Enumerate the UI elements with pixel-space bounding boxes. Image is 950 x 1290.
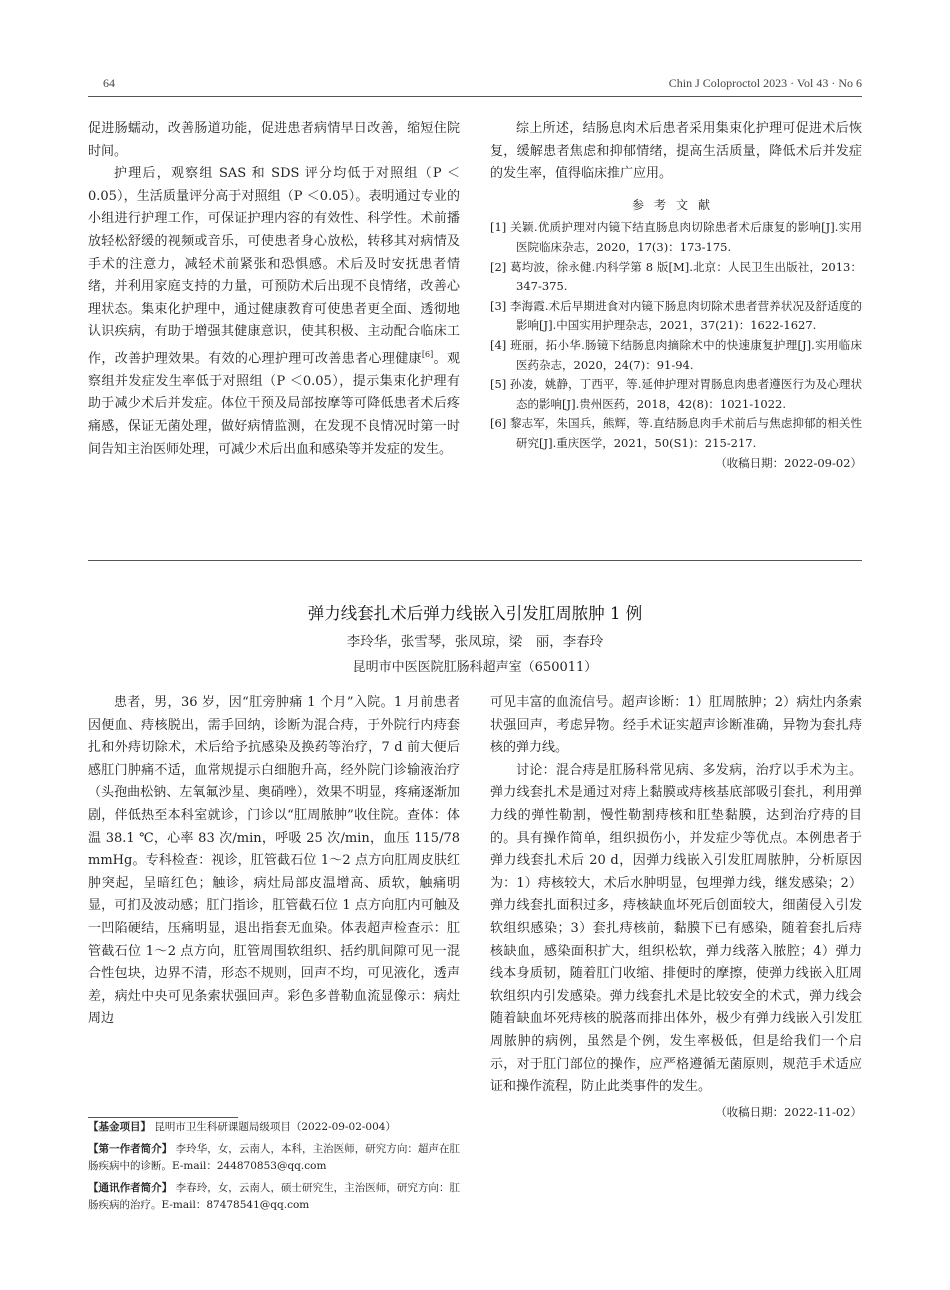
prev-article-left-column	[88, 118, 460, 461]
article-authors: 李玲华，张雪琴，张凤琼，梁 丽，李春玲	[346, 634, 604, 650]
prev-paragraph-1: 促进肠蠕动，改善肠道功能，促进患者病情早日改善，缩短住院时间。	[88, 121, 460, 159]
footnote-rule	[88, 1117, 238, 1118]
discussion-paragraph: 讨论：混合痔是肛肠科常见病、多发病，治疗以手术为主。弹力线套扎术是通过对痔上黏膜或痔核基底部吸引套扎，利用弹力线的弹性勒割，慢性勒割痔核和肛垫黏膜，达到治疗痔的目的。具有操作简单，组织损伤小，并发症少等优点。本例患者于弹力线套扎术后 20 d，因弹力线嵌入引发肛周脓肿，分析原因为：1）痔核较大，术后水肿明显，包埋弹力线，继发感染；2）弹力线套扎面积过多，痔核缺血坏死后创面较大，细菌侵入引发软组织感染；3）套扎痔核前，黏膜下已有感染，随着套扎后痔核缺血，感染面积扩大，组织松软，弹力线落入脓腔；4）弹力线本身质韧，随着肛门收缩、排便时的摩擦，使弹力线嵌入肛周软组织内引发感染。弹力线套扎术是比较安全的术式，弹力线会随着缺血坏死痔核的脱落而排出体外，极少有弹力线嵌入引发肛周脓肿的病例，虽然是个例，发生率极低，但是给我们一个启示，对于肛门部位的操作，应严格遵循无菌原则，规范手术适应证和操作流程，防止此类事件的发生。	[490, 762, 862, 1095]
footnote-label: 【第一作者简介】	[88, 1142, 173, 1155]
article-right-column	[490, 692, 862, 1122]
article-affiliation: 昆明市中医医院肛肠科超声室（650011）	[352, 660, 598, 675]
prev-paragraph-2-text: 护理后，观察组 SAS 和 SDS 评分均低于对照组（P ＜0.05），生活质量评分高于对照组（P ＜0.05）。表明通过专业的小组进行护理工作，可保证护理内容的有效性、科学性。术前播放轻松舒缓的视频或音乐，可使患者身心放松，转移其对病情及手术的注意力，减轻术前紧张和恐惧感。术后及时安抚患者情绪，并利用家庭支持的力量，可预防术后出现不良情绪，改善心理状态。集束化护理中，通过健康教育可使患者更全面、透彻地认识疾病，有助于增强其健康意识，使其积极、主动配合临床工作，改善护理效果。有效的心理护理可改善患者心理健康	[88, 166, 460, 367]
page-number: 64	[103, 76, 115, 90]
header-rule	[88, 96, 862, 97]
case-paragraph: 患者，男，36 岁，因“肛旁肿痛 1 个月”入院。1 月前患者因便血、痔核脱出，需手回纳，诊断为混合痔，于外院行内痔套扎和外痔切除术，术后给予抗感染及换药等治疗，7 d 前大便后感肛门肿痛不适，血常规提示白细胞升高，经外院门诊输液治疗（头孢曲松钠、左氧氟沙星、奥硝唑），效果不明显，疼痛逐渐加剧，伴低热至本科室就诊，门诊以“肛周脓肿”收住院。查体：体温 38.1 ℃，心率 83 次/min，呼吸 25 次/min，血压 115/78 mmHg。专科检查：视诊，肛管截石位 1～2 点方向肛周皮肤红肿突起，呈暗红色；触诊，病灶局部皮温增高、质软，触痛明显，可扪及波动感；肛门指诊，肛管截石位 1 点方向肛内可触及一凹陷硬结，压痛明显，退出指套无血染。体表超声检查示：肛管截石位 1～2 点方向，肛管周围软组织、括约肌间隙可见一混合性包块，边界不清，形态不规则，回声不均，可见液化，透声差，病灶中央可见条索状强回声。彩色多普勒血流显像示：病灶周边	[88, 695, 460, 1027]
citation-mark: [6]	[421, 349, 434, 359]
article-left-column	[88, 692, 460, 1031]
footnote-label: 【基金项目】	[88, 1121, 151, 1133]
footnote-corresponding-author	[88, 1180, 460, 1215]
prev-received-date: （收稿日期：2022-09-02）	[715, 455, 862, 470]
journal-header: Chin J Coloproctol 2023 · Vol 43 · No 6	[668, 76, 862, 90]
reference-item: [4] 班丽，拓小华.肠镜下结肠息肉摘除术中的快速康复护理[J].实用临床医药杂志，2020，24(7)：91-94.	[490, 337, 862, 372]
diagnosis-paragraph: 可见丰富的血流信号。超声诊断：1）肛周脓肿；2）病灶内条索状强回声，考虑异物。经手术证实超声诊断准确，异物为套扎痔核的弹力线。	[490, 695, 862, 756]
prev-article-right-column	[490, 118, 862, 473]
footnotes	[88, 1119, 460, 1219]
footnote-first-author	[88, 1141, 460, 1176]
prev-conclusion: 综上所述，结肠息肉术后患者采用集束化护理可促进术后恢复，缓解患者焦虑和抑郁情绪，提高生活质量，降低术后并发症的发生率，值得临床推广应用。	[490, 121, 862, 182]
references-heading: 参考文献	[631, 197, 720, 212]
prev-paragraph-2-cont: 。观察组并发症发生率低于对照组（P ＜0.05），提示集束化护理有助于减少术后并发症。体位干预及局部按摩等可降低患者术后疼痛感，保证无菌处理，做好病情监测，在发现不良情况时第一时间告知主治医师处理，可减少术后出血和感染等并发症的发生。	[88, 351, 460, 457]
footnote-funding	[88, 1119, 460, 1137]
footnote-text: 昆明市卫生科研课题局级项目（2022-09-02-004）	[154, 1121, 396, 1133]
reference-item: [5] 孙凌，姚静，丁西平，等.延伸护理对胃肠息肉患者遵医行为及心理状态的影响[J].贵州医药，2018，42(8)：1021-1022.	[490, 377, 862, 411]
article-title: 弹力线套扎术后弹力线嵌入引发肛周脓肿 1 例	[307, 604, 643, 623]
reference-item: [6] 黎志军，朱国兵，熊辉，等.直结肠息肉手术前后与焦虑抑郁的相关性研究[J].重庆医学，2021，50(S1)：215-217.	[490, 416, 862, 450]
reference-item: [3] 李海霞.术后早期进食对内镜下肠息肉切除术患者营养状况及舒适度的影响[J].中国实用护理杂志，2021，37(21)：1622-1627.	[490, 298, 862, 333]
article-received-date: （收稿日期：2022-11-02）	[715, 1104, 862, 1119]
reference-item: [2] 葛均波，徐永健.内科学第 8 版[M].北京：人民卫生出版社，2013：347-375.	[490, 259, 862, 294]
article-separator	[88, 560, 862, 561]
footnote-text: 李春玲，女，云南人，硕士研究生，主治医师，研究方向：肛肠疾病的治疗。E-mail：87478541@qq.com	[88, 1181, 460, 1211]
footnote-text: 李玲华，女，云南人，本科，主治医师，研究方向：超声在肛肠疾病中的诊断。E-mail：244870853@qq.com	[88, 1142, 460, 1172]
prev-paragraph-2	[88, 163, 460, 461]
footnote-label: 【通讯作者简介】	[88, 1181, 173, 1194]
reference-item: [1] 关颖.优质护理对内镜下结直肠息肉切除患者术后康复的影响[J].实用医院临床杂志，2020，17(3)：173-175.	[490, 220, 862, 254]
